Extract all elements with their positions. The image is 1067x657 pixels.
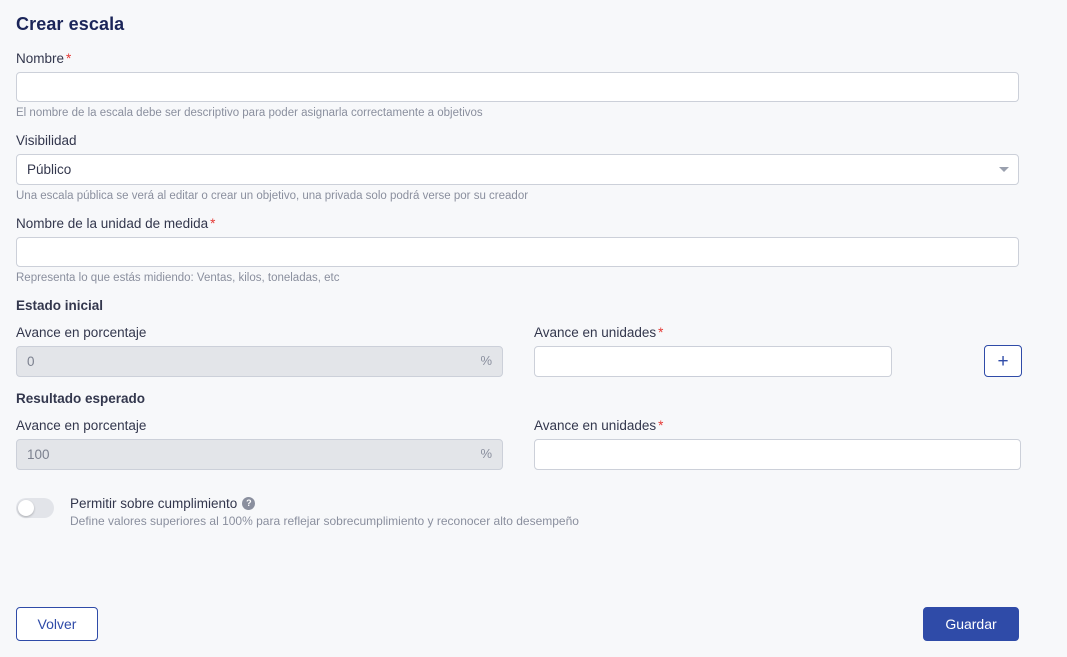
nombre-helper: El nombre de la escala debe ser descriptivo para poder asignarla correctamente a objetivos [16,107,483,119]
estado-inicial-unidades-label-text: Avance en unidades [534,325,657,340]
visibilidad-helper: Una escala pública se verá al editar o crear un objetivo, una privada solo podrá verse por su creador [16,190,529,202]
overachievement-description: Define valores superiores al 100% para reflejar sobrecumplimiento y reconocer alto desempeño [70,514,579,528]
resultado-esperado-row [16,418,1019,470]
estado-inicial-row [16,325,1019,377]
resultado-unidades-label [534,418,1021,433]
overachievement-texts [70,496,579,528]
footer-actions [16,607,1019,641]
estado-inicial-porcentaje-label: Avance en porcentaje [16,325,147,340]
estado-inicial-title: Estado inicial [16,298,104,313]
percent-icon: % [480,353,492,368]
nombre-required-mark: * [66,51,72,66]
overachievement-row [16,496,1019,528]
add-icon-button[interactable]: + [984,345,1022,377]
resultado-esperado-title: Resultado esperado [16,391,146,406]
nombre-input[interactable] [16,72,1019,102]
estado-inicial-porcentaje-group [16,325,503,377]
resultado-unidades-required-mark: * [658,418,664,433]
resultado-porcentaje-label: Avance en porcentaje [16,418,147,433]
estado-inicial-unidades-required-mark: * [658,325,664,340]
estado-inicial-unidades-group [534,325,892,377]
overachievement-label-text: Permitir sobre cumplimiento [70,496,238,511]
estado-inicial-unidades-label [534,325,892,340]
visibilidad-select[interactable] [16,154,1019,185]
overachievement-label [70,496,579,511]
visibilidad-select-value: Público [16,154,1019,185]
add-row-group [984,345,1022,377]
resultado-porcentaje-input [16,439,503,470]
resultado-unidades-input[interactable] [534,439,1021,470]
unidad-helper: Representa lo que estás midiendo: Ventas, kilos, toneladas, etc [16,272,340,284]
unidad-label [16,216,1019,231]
percent-icon: % [480,446,492,461]
unidad-input[interactable] [16,237,1019,267]
back-button[interactable]: Volver [16,607,98,641]
nombre-label [16,51,1019,66]
page-title: Crear escala [16,14,125,34]
estado-inicial-porcentaje-wrap [16,346,503,377]
resultado-porcentaje-group [16,418,503,470]
resultado-unidades-group [534,418,1021,470]
estado-inicial-porcentaje-input [16,346,503,377]
unidad-required-mark: * [210,216,216,231]
estado-inicial-unidades-input[interactable] [534,346,892,377]
nombre-label-text: Nombre [16,51,65,66]
save-button[interactable]: Guardar [923,607,1019,641]
visibilidad-label: Visibilidad [16,133,77,148]
help-icon[interactable]: ? [242,497,255,510]
toggle-knob [18,500,34,516]
chevron-down-icon [999,167,1009,172]
unidad-label-text: Nombre de la unidad de medida [16,216,209,231]
overachievement-toggle[interactable] [16,498,54,518]
resultado-unidades-label-text: Avance en unidades [534,418,657,433]
resultado-porcentaje-wrap [16,439,503,470]
